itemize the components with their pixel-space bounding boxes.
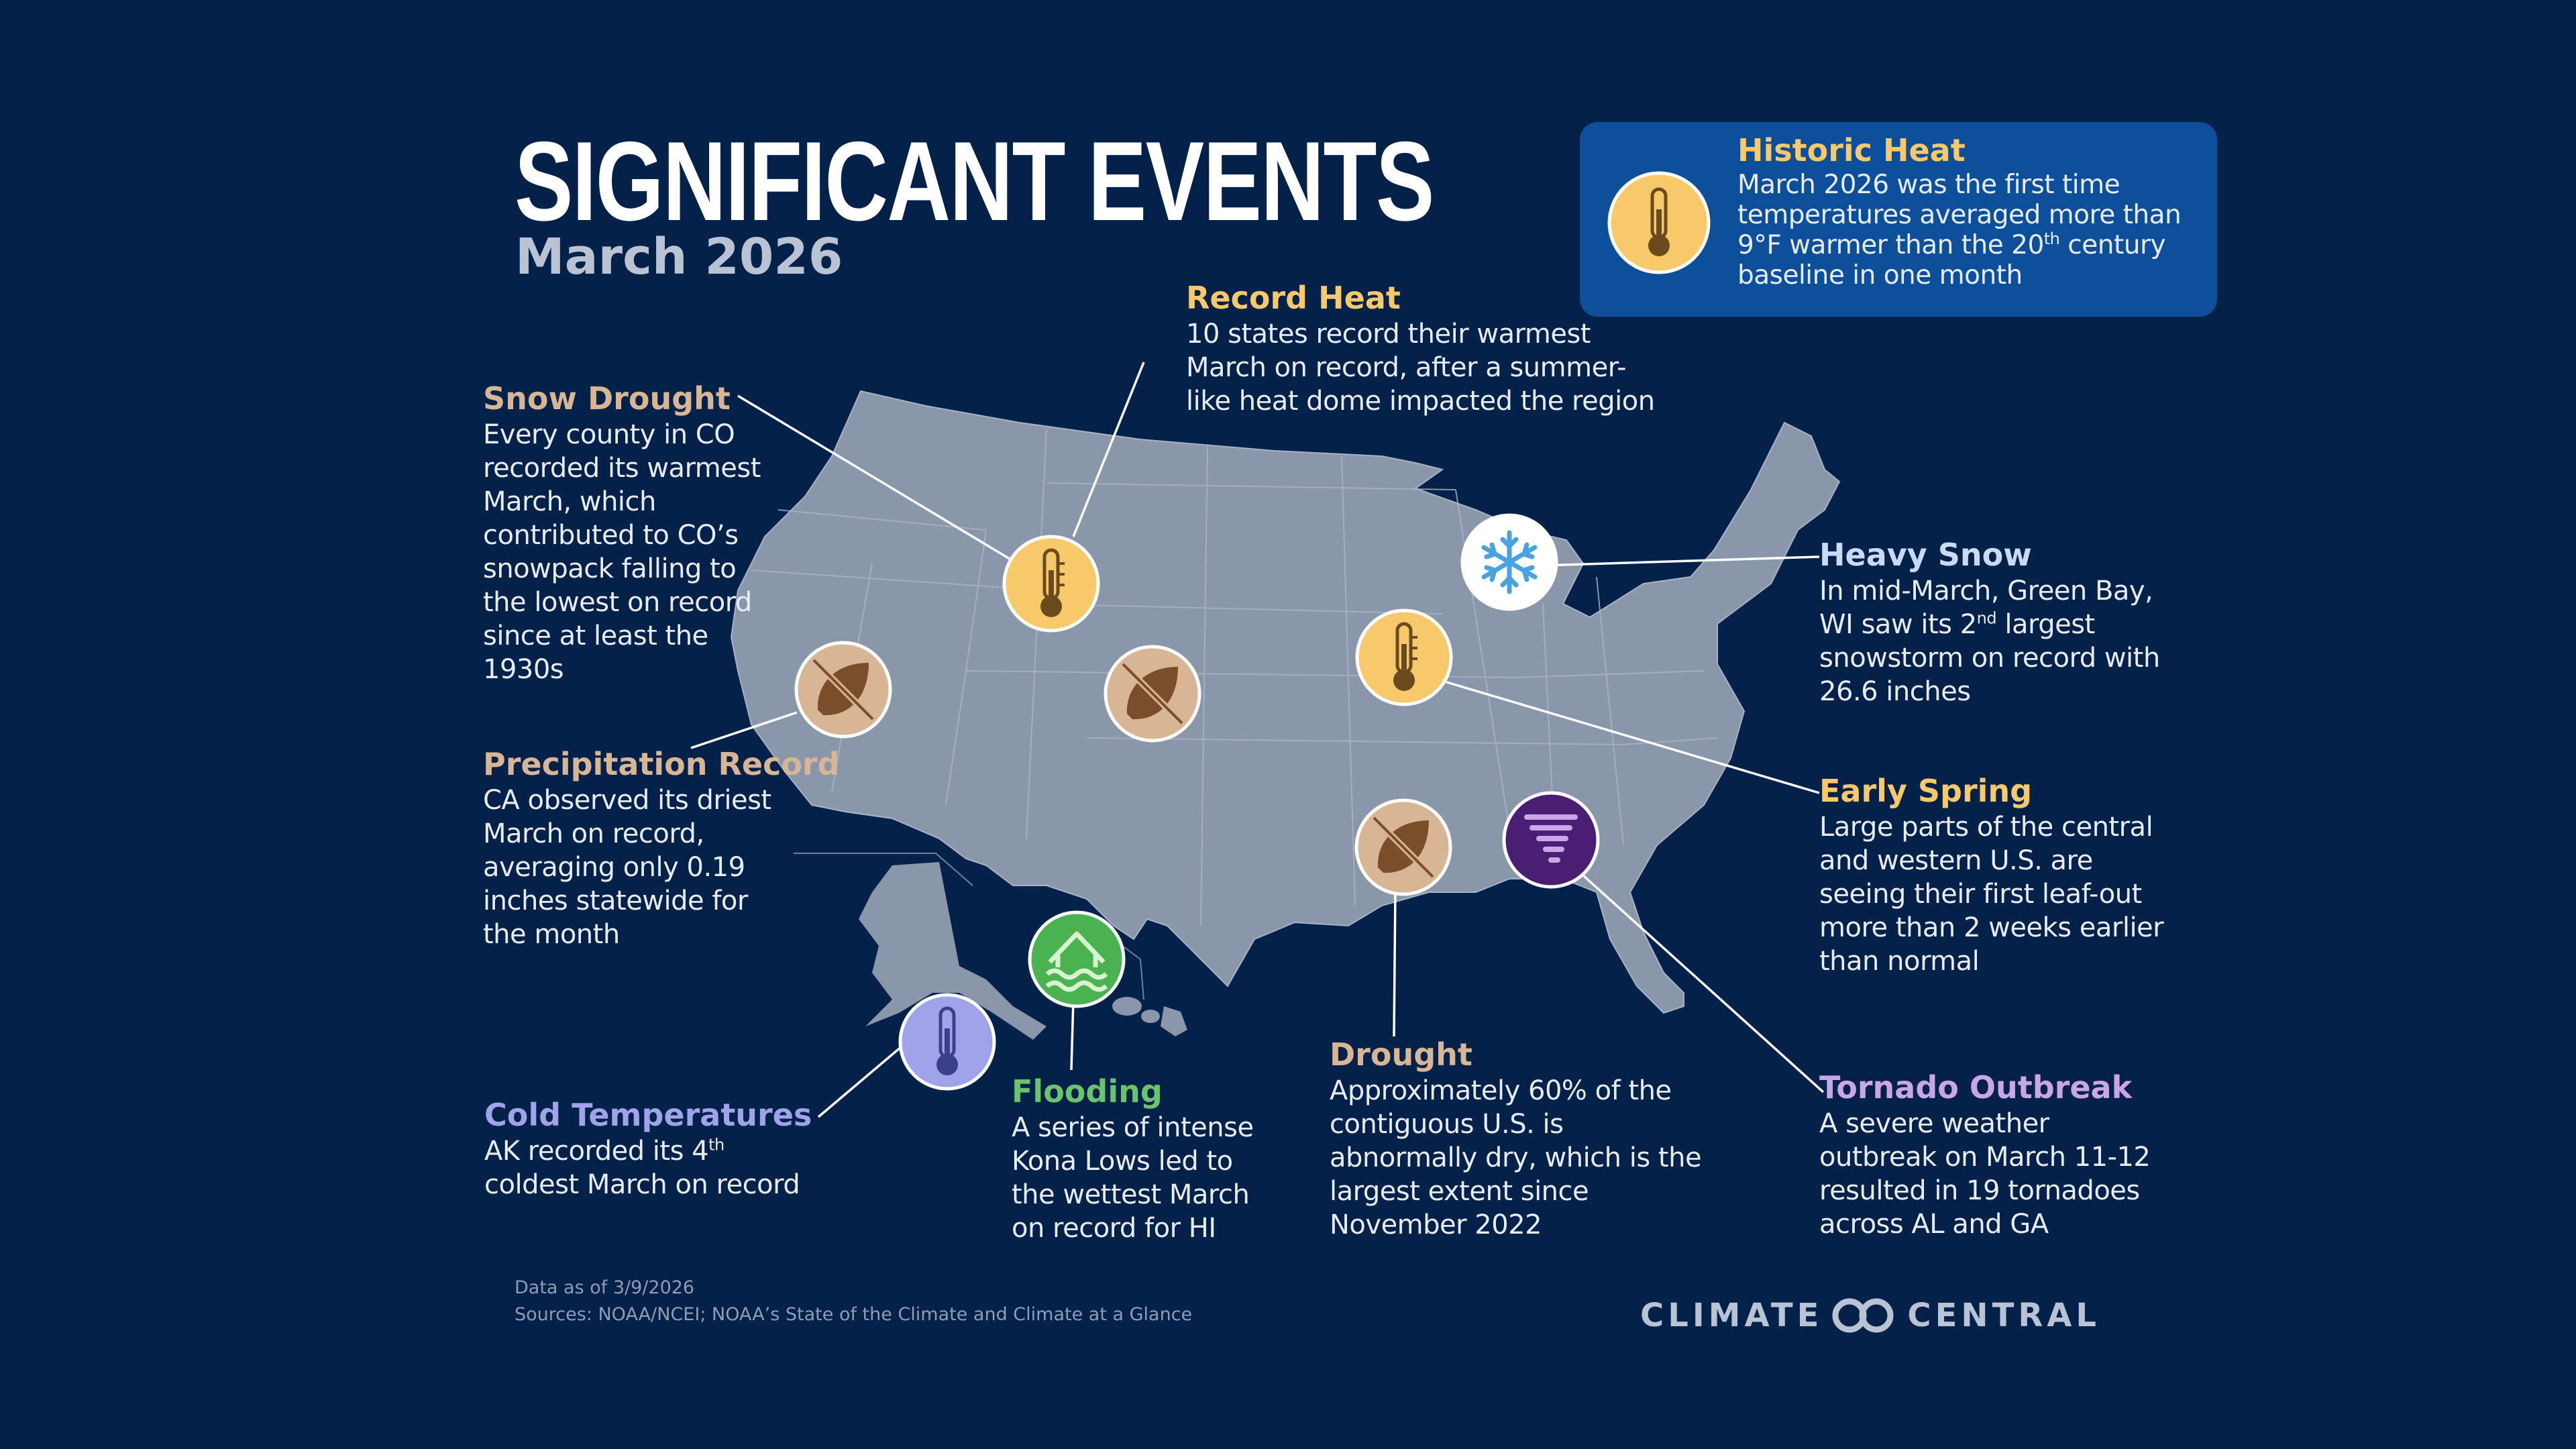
cold-temperatures-line: coldest March on record	[484, 1169, 800, 1200]
page-subtitle: March 2026	[515, 228, 843, 286]
tornado-outbreak-callout	[1819, 1068, 2150, 1241]
drought-title: Drought	[1330, 1036, 1472, 1073]
drought-line: contiguous U.S. is	[1330, 1109, 1564, 1140]
snow-drought-line: Every county in CO	[483, 419, 735, 450]
early-spring-marker[interactable]	[1357, 610, 1451, 704]
tornado-outbreak-marker[interactable]	[1504, 793, 1598, 887]
heavy-snow-line: 26.6 inches	[1819, 676, 1971, 707]
snow-drought-line: 1930s	[483, 654, 564, 685]
drought-line: abnormally dry, which is the	[1330, 1142, 1702, 1173]
drought-marker[interactable]	[1356, 800, 1450, 894]
snow-drought-line: contributed to CO’s	[483, 520, 739, 551]
record-heat-marker[interactable]	[1004, 537, 1098, 631]
data-as-of-note: Data as of 3/9/2026	[515, 1277, 695, 1298]
drought-line: largest extent since	[1330, 1176, 1589, 1207]
snow-drought-line: since at least the	[483, 621, 708, 651]
early-spring-line: and western U.S. are	[1819, 845, 2093, 876]
early-spring-line: Large parts of the central	[1819, 812, 2153, 843]
logo-rings-icon	[1828, 1297, 1898, 1334]
historic-heat-line: temperatures averaged more than	[1737, 200, 2182, 230]
flooding-line: Kona Lows led to	[1012, 1146, 1233, 1177]
hawaii-shape	[1112, 997, 1187, 1036]
cold-temperatures-marker[interactable]	[900, 995, 994, 1089]
cold-temperatures-line: AK recorded its 4th	[484, 1135, 724, 1167]
snow-drought-line: the lowest on record	[483, 587, 752, 618]
precipitation-record-callout	[483, 745, 840, 951]
record-heat-line: March on record, after a summer-	[1186, 352, 1627, 383]
snow-drought-callout	[483, 379, 761, 686]
precipitation-record-line: March on record,	[483, 818, 704, 849]
sources-note: Sources: NOAA/NCEI; NOAA’s State of the Climate and Climate at a Glance	[515, 1304, 1193, 1325]
flooding-line: A series of intense	[1012, 1112, 1254, 1143]
early-spring-callout	[1819, 771, 2163, 978]
climate-central-logo	[1640, 1297, 2100, 1334]
historic-heat-line: March 2026 was the first time	[1737, 170, 2121, 200]
flooding-callout	[1012, 1072, 1254, 1245]
flooding-line: on record for HI	[1012, 1213, 1216, 1244]
precipitation-record-line: inches statewide for	[483, 885, 748, 916]
historic-heat-title: Historic Heat	[1737, 132, 1966, 168]
record-heat-line: like heat dome impacted the region	[1186, 386, 1655, 417]
precipitation-record-line: averaging only 0.19	[483, 852, 745, 883]
precipitation-record-line: the month	[483, 919, 620, 950]
tornado-outbreak-title: Tornado Outbreak	[1819, 1069, 2133, 1106]
heavy-snow-title: Heavy Snow	[1819, 537, 2032, 573]
flooding-line: the wettest March	[1012, 1179, 1250, 1210]
drought-line: Approximately 60% of the	[1330, 1075, 1672, 1106]
snow-drought-line: snowpack falling to	[483, 553, 737, 584]
cold-temperatures-callout	[484, 1095, 812, 1201]
tornado-outbreak-line: A severe weather	[1819, 1108, 2049, 1139]
heavy-snow-line: In mid-March, Green Bay,	[1819, 576, 2153, 606]
precipitation-record-line: CA observed its driest	[483, 785, 771, 816]
historic-heat-line: 9°F warmer than the 20th century	[1737, 229, 2166, 260]
cold-temperatures-title: Cold Temperatures	[484, 1097, 812, 1133]
drought-callout	[1330, 1035, 1701, 1242]
early-spring-title: Early Spring	[1819, 773, 2033, 809]
heavy-snow-marker[interactable]	[1462, 515, 1556, 609]
heavy-snow-line: WI saw its 2nd largest	[1819, 608, 2095, 640]
precipitation-record-marker[interactable]	[796, 643, 890, 737]
record-heat-callout	[1186, 278, 1655, 418]
tornado-outbreak-line: across AL and GA	[1819, 1209, 2049, 1240]
page-title: SIGNIFICANT EVENTS	[515, 118, 1434, 244]
heavy-snow-callout	[1819, 535, 2160, 708]
early-spring-line: than normal	[1819, 946, 1980, 977]
snow-drought-line: recorded its warmest	[483, 453, 761, 484]
snow-drought-line: March, which	[483, 486, 656, 517]
snow-drought-marker[interactable]	[1106, 647, 1199, 741]
historic-heat-line: baseline in one month	[1737, 260, 2023, 290]
logo-text-right: CENTRAL	[1907, 1297, 2101, 1334]
early-spring-line: more than 2 weeks earlier	[1819, 912, 2164, 943]
heavy-snow-line: snowstorm on record with	[1819, 643, 2160, 674]
tornado-outbreak-line: resulted in 19 tornadoes	[1819, 1175, 2140, 1206]
flooding-marker[interactable]	[1030, 912, 1124, 1006]
tornado-outbreak-line: outbreak on March 11-12	[1819, 1142, 2151, 1173]
historic-heat-marker	[1605, 169, 1713, 276]
drought-line: November 2022	[1330, 1210, 1542, 1240]
historic-heat-callout	[1737, 131, 2181, 290]
record-heat-line: 10 states record their warmest	[1186, 319, 1591, 350]
snow-drought-title: Snow Drought	[483, 380, 731, 417]
flooding-title: Flooding	[1012, 1073, 1163, 1110]
logo-text-left: CLIMATE	[1640, 1297, 1823, 1334]
precipitation-record-title: Precipitation Record	[483, 746, 840, 782]
early-spring-line: seeing their first leaf-out	[1819, 879, 2142, 910]
record-heat-title: Record Heat	[1186, 280, 1401, 316]
